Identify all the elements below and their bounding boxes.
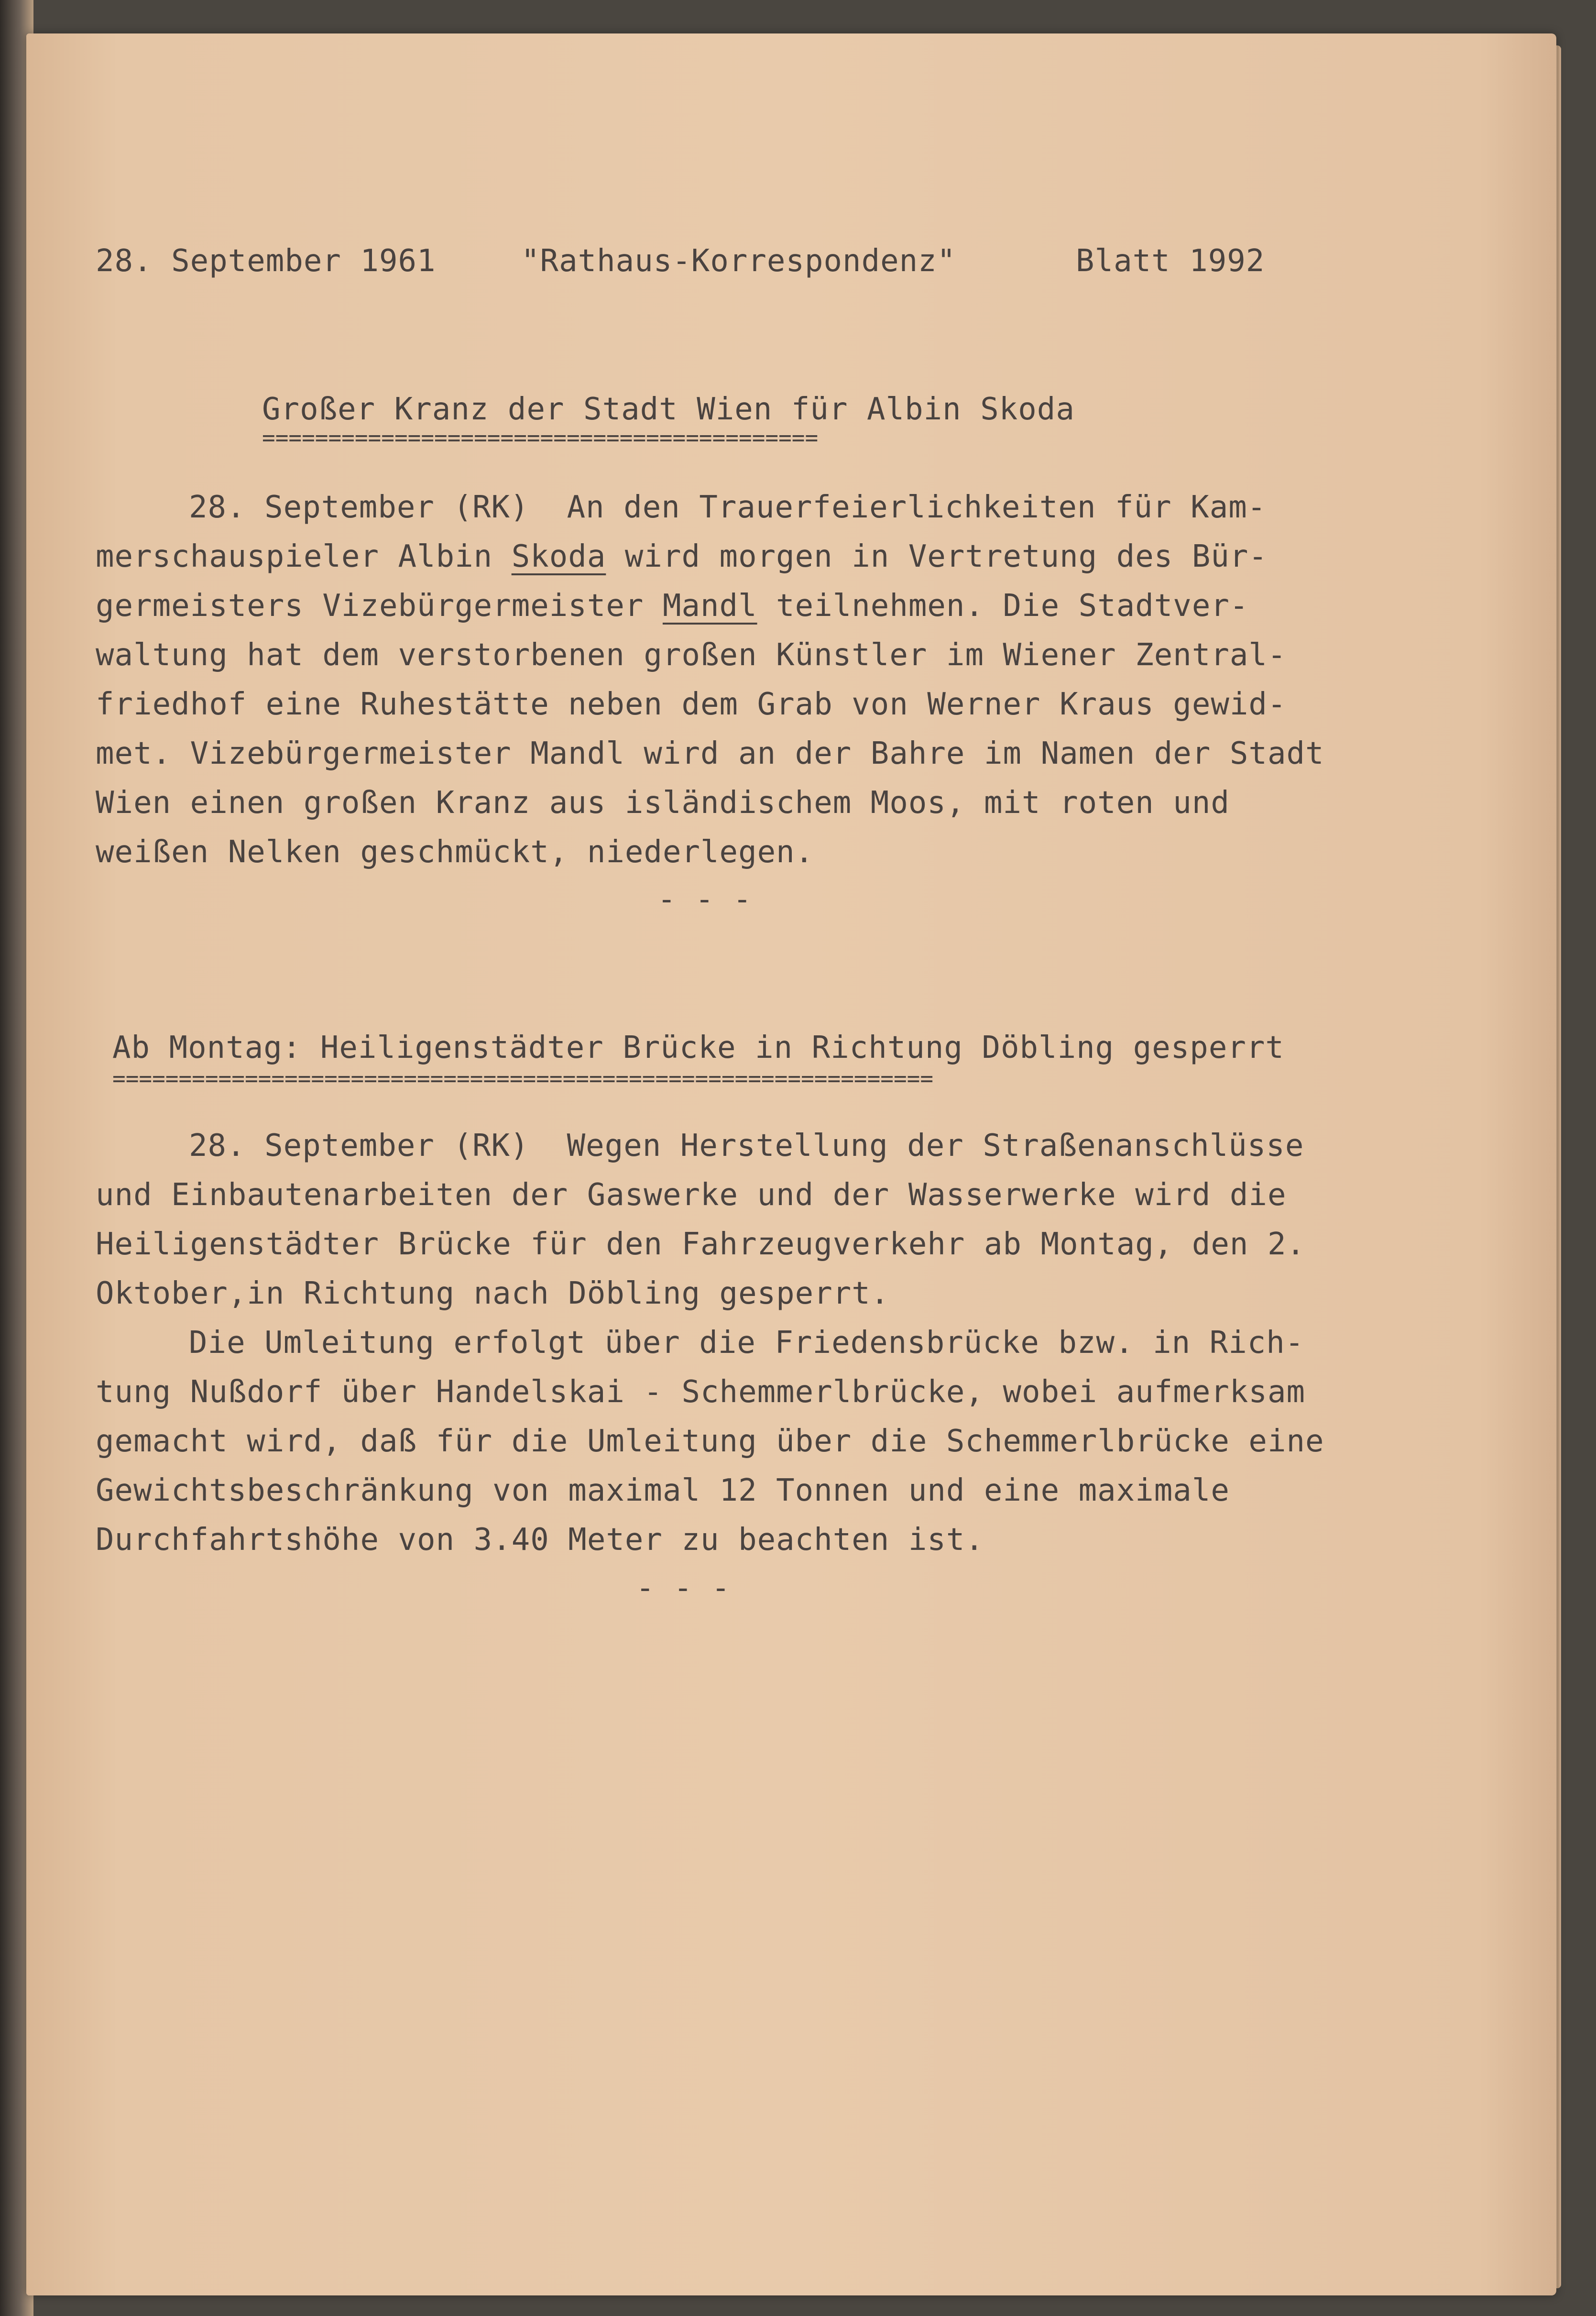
article1-line-2: merschauspieler Albin Skoda wird morgen in Vertretung des Bür- [96, 539, 1268, 574]
article2-line-7: gemacht wird, daß für die Umleitung über die Schemmerlbrücke eine [96, 1424, 1324, 1459]
article2-title-rule: ============================================================== [112, 1069, 934, 1088]
article1-line-6: met. Vizebürgermeister Mandl wird an der Bahre im Namen der Stadt [96, 736, 1324, 771]
article1-separator: - - - [657, 882, 752, 917]
article2-line-8: Gewichtsbeschränkung von maximal 12 Tonnen und eine maximale [96, 1473, 1230, 1508]
article2-line-1: 28. September (RK) Wegen Herstellung der Straßenanschlüsse [189, 1128, 1304, 1163]
article2-line-3: Heiligenstädter Brücke für den Fahrzeugverkehr ab Montag, den 2. [96, 1227, 1305, 1262]
article2-line-5: Die Umleitung erfolgt über die Friedensbrücke bzw. in Rich- [189, 1325, 1304, 1361]
header-publication: "Rathaus-Korrespondenz" [521, 243, 956, 279]
article1-line-4: waltung hat dem verstorbenen großen Künstler im Wiener Zentral- [96, 637, 1287, 673]
article2-line-2: und Einbautenarbeiten der Gaswerke und der Wasserwerke wird die [96, 1177, 1287, 1213]
article1-line-5: friedhof eine Ruhestätte neben dem Grab von Werner Kraus gewid- [96, 687, 1287, 722]
article2-title: Ab Montag: Heiligenstädter Brücke in Richtung Döbling gesperrt [112, 1030, 1284, 1065]
article2-separator: - - - [636, 1570, 731, 1606]
article1-line-1: 28. September (RK) An den Trauerfeierlichkeiten für Kam- [189, 490, 1267, 525]
article1-line-7: Wien einen großen Kranz aus isländischem Moos, mit roten und [96, 785, 1230, 821]
article1-line-8: weißen Nelken geschmückt, niederlegen. [96, 834, 814, 870]
header-date: 28. September 1961 [96, 243, 436, 279]
underlined-name-mandl: Mandl [662, 588, 757, 624]
article2-line-4: Oktober,in Richtung nach Döbling gesperrt. [96, 1276, 890, 1311]
underlined-name-skoda: Skoda [511, 539, 606, 574]
header-sheet-number: Blatt 1992 [1076, 243, 1265, 279]
article1-title: Großer Kranz der Stadt Wien für Albin Skoda [262, 392, 1075, 427]
article1-title-rule: ========================================== [262, 428, 819, 447]
article1-line-3: germeisters Vizebürgermeister Mandl teilnehmen. Die Stadtver- [96, 588, 1249, 624]
article2-line-9: Durchfahrtshöhe von 3.40 Meter zu beachten ist. [96, 1522, 984, 1558]
article2-line-6: tung Nußdorf über Handelskai - Schemmerlbrücke, wobei aufmerksam [96, 1374, 1305, 1410]
